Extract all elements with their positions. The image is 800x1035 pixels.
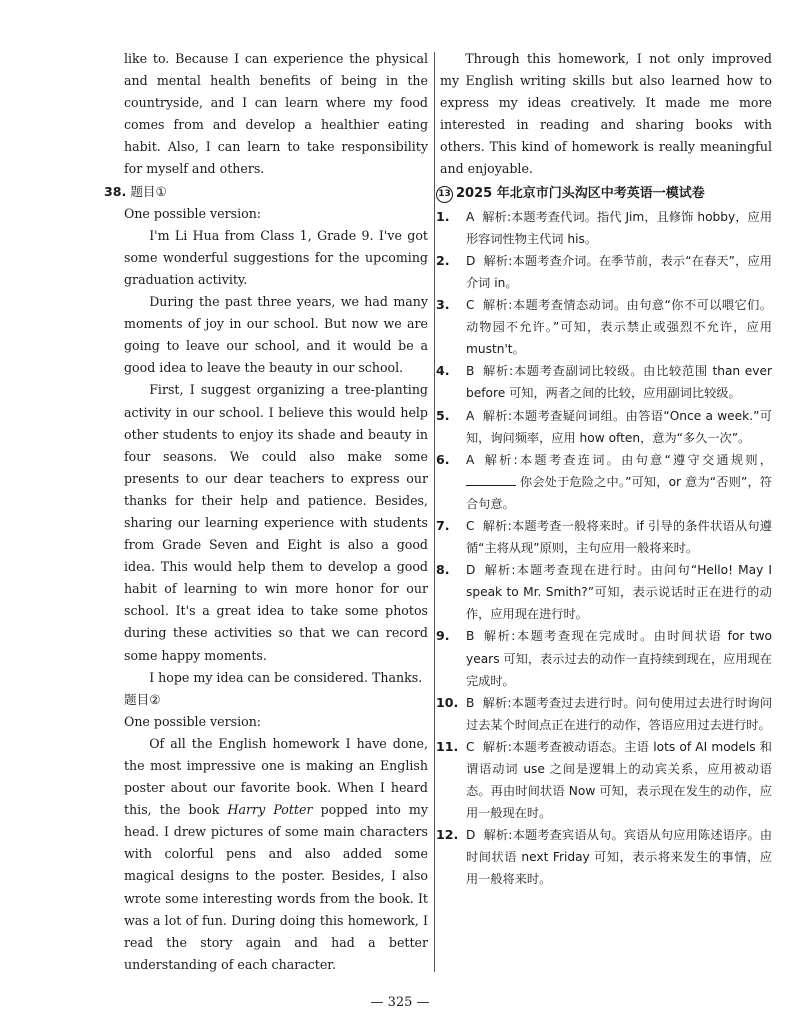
book-title: Harry Potter (227, 802, 313, 818)
answer-letter: D (466, 253, 476, 268)
answer-item (436, 692, 773, 736)
analysis-label: 解析: (482, 739, 512, 754)
answer-letter: A (466, 209, 475, 224)
analysis-label: 解析: (482, 695, 512, 710)
analysis-text: 本题考查代词。指代 Jim，且修饰 hobby，应用形容词性物主代词 his。 (466, 209, 773, 246)
answer-letter: B (466, 629, 475, 644)
analysis-label: 解析: (483, 828, 513, 843)
answer-text (466, 294, 772, 360)
answer-number: 9. (436, 628, 450, 644)
analysis-label: 解析: (482, 364, 514, 379)
analysis-text: 本题考查现在进行时。由问句“Hello! May I speak to Mr. Smith?”可知，表示说话时正在进行的动作，应用现在进行时。 (466, 563, 772, 622)
answer-item (436, 360, 772, 404)
analysis-text: 本题考查一般将来时。if 引导的条件状语从句遵循“主将从现”原则，主句应用一般将来时。 (466, 518, 772, 556)
answer-letter: B (466, 364, 475, 379)
essay-paragraph (124, 733, 428, 976)
answer-number: 8. (436, 562, 450, 578)
analysis-text: 本题考查副词比较级。由比较范围 than ever before 可知，两者之间的比较，应用副词比较级。 (466, 364, 772, 401)
analysis-text: 本题考查介词。在季节前，表示“在春天”，应用介词 in。 (466, 253, 772, 290)
answer-number: 12. (436, 827, 459, 843)
essay-paragraph: Through this homework, I not only improved my English writing skills but also learned how to express my ideas creatively. It made me more interested in reading and sharing books with others. This kind of homework is really meaningful and enjoyable. (440, 51, 772, 177)
answer-text (466, 625, 772, 691)
analysis-text: 本题考查连词。由句意“遵守交通规则， (517, 452, 772, 467)
topic-label: 题目① (130, 183, 167, 199)
answer-number: 1. (436, 208, 450, 224)
analysis-label: 解析: (483, 253, 513, 268)
answer-item (436, 824, 773, 890)
answer-list (436, 206, 773, 891)
answer-number: 2. (436, 252, 450, 268)
analysis-text: 本题考查现在完成时。由时间状语 for two years 可知，表示过去的动作一直持续到现在，应用现在完成时。 (466, 629, 772, 688)
answer-letter: C (466, 298, 475, 313)
answer-number: 11. (436, 738, 459, 754)
answer-number: 4. (436, 363, 450, 379)
answer-text (466, 736, 772, 824)
text-run: popped into my head. I drew pictures of some main characters with colorful pens and also added some magical designs to the poster. Besides, I also wrote some interesting words from the book. It was a lot of fun. During doing this homework, I read the story again and had a better understanding of each character. (124, 802, 428, 972)
answer-item (436, 449, 772, 515)
analysis-label: 解析: (482, 298, 513, 313)
analysis-text: 本题考查疑问词组。由答语“Once a week.”可知，询问频率，应用 how often，意为“多久一次”。 (466, 408, 772, 445)
section-number-badge: 13 (436, 186, 453, 203)
section-heading (436, 183, 772, 205)
answer-item (436, 559, 772, 625)
fill-in-blank (466, 473, 516, 486)
essay-paragraph: I hope my idea can be considered. Thanks. (149, 669, 423, 685)
version-label: One possible version: (124, 713, 262, 729)
answer-item (436, 206, 773, 250)
answer-text (466, 449, 772, 515)
answer-number: 10. (436, 694, 459, 710)
answer-letter: C (466, 518, 475, 533)
answer-text (466, 824, 772, 890)
answer-number: 6. (436, 451, 450, 467)
answer-item (436, 294, 772, 360)
answer-letter: D (466, 563, 476, 578)
analysis-label: 解析: (483, 563, 516, 578)
answer-text (466, 360, 772, 404)
essay-paragraph: I'm Li Hua from Class 1, Grade 9. I've got some wonderful suggestions for the upcoming graduation activity. (124, 227, 428, 287)
essay-paragraph: like to. Because I can experience the physical and mental health benefits of being in the countryside, and I can learn where my food comes from and develop a healthier eating habit. Also, I can learn to take responsibility for myself and others. (124, 51, 428, 177)
topic-label: 题目② (124, 691, 161, 707)
analysis-text: 本题考查情态动词。由句意“你不可以喂它们。动物园不允许。”可知，表示禁止或强烈不允许，应用 mustn't。 (466, 298, 772, 357)
answer-item (436, 736, 772, 824)
question-number: 38. (104, 183, 127, 199)
topic-2-heading (124, 689, 428, 711)
analysis-text: 你会处于危险之中。”可知，or 意为“否则”，符合句意。 (466, 474, 772, 511)
answer-item (436, 515, 772, 559)
analysis-text: 本题考查被动语态。主语 lots of AI models 和谓语动词 use 之间是逻辑上的动宾关系，应用被动语态。再由时间状语 Now 可知，表示现在发生的动作，应用一般现在时。 (466, 739, 772, 821)
right-column (436, 48, 773, 891)
question-38-heading (104, 181, 428, 203)
analysis-text: 本题考查宾语从句。宾语从句应用陈述语序。由时间状语 next Friday 可知，表示将来发生的事情，应用一般将来时。 (466, 828, 773, 887)
page-number: — 325 — (370, 995, 430, 1010)
analysis-label: 解析: (482, 408, 513, 423)
column-divider (434, 52, 435, 972)
answer-text (466, 206, 772, 250)
answer-letter: A (466, 452, 475, 467)
answer-text (466, 405, 772, 449)
answer-number: 7. (436, 517, 450, 533)
answer-text (466, 692, 772, 736)
answer-number: 5. (436, 407, 450, 423)
answer-letter: A (466, 408, 475, 423)
answer-letter: C (466, 739, 475, 754)
analysis-label: 解析: (482, 209, 512, 224)
answer-item (436, 405, 772, 449)
text-run: Of all the English homework I have done, the most impressive one is making an English poster about our favorite book. When I heard this, the book (124, 735, 428, 818)
answer-number: 3. (436, 297, 450, 313)
analysis-label: 解析: (482, 629, 516, 644)
analysis-label: 解析: (482, 518, 512, 533)
essay-paragraph: First, I suggest organizing a tree-planting activity in our school. I believe this would help other students to enjoy its shade and beauty in four seasons. We could also make some presents to our dear teachers to express our thanks for their help and patience. Besides, sharing our learning experience with students from Grade Seven and Eight is also a good idea. This would help them to develop a good habit of learning to win more honor for our school. It's a great idea to take some photos during these activities so that we can record some happy moments. (124, 382, 428, 663)
analysis-label: 解析: (482, 452, 518, 467)
answer-item (436, 625, 772, 691)
section-title: 2025 年北京市门头沟区中考英语一模试卷 (456, 185, 705, 201)
answer-text (466, 559, 772, 625)
answer-item (436, 250, 772, 294)
answer-letter: B (466, 695, 475, 710)
left-column (104, 48, 428, 976)
version-label: One possible version: (124, 205, 262, 221)
answer-text (466, 515, 772, 559)
essay-paragraph: During the past three years, we had many moments of joy in our school. But now we are going to leave our school, and it would be a good idea to leave the beauty in our school. (124, 294, 428, 376)
answer-text (466, 250, 772, 294)
answer-letter: D (466, 828, 476, 843)
analysis-text: 本题考查过去进行时。问句使用过去进行时询问过去某个时间点正在进行的动作，答语应用过去进行时。 (466, 695, 773, 732)
